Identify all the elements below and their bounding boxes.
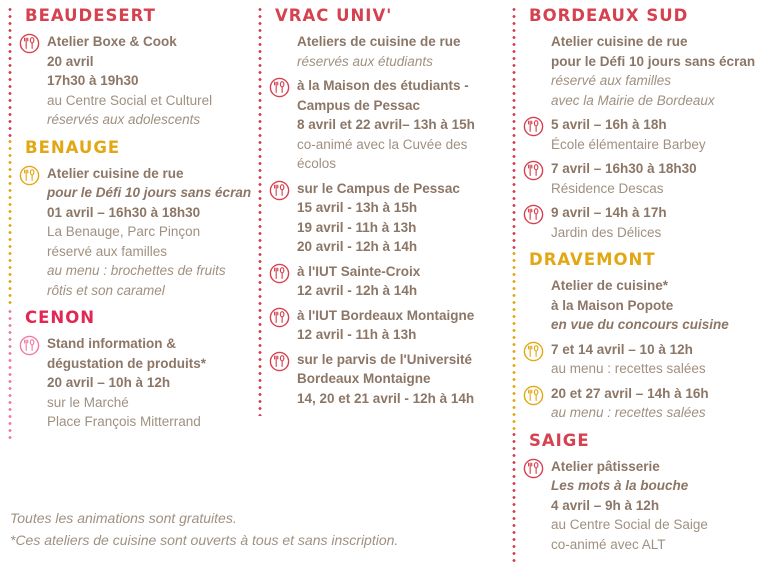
cutlery-icon — [523, 384, 551, 423]
event-entry — [269, 32, 512, 71]
event-line: 9 avril – 14h à 17h — [551, 203, 768, 223]
event-line: 20 avril — [47, 52, 258, 72]
event-line: Jardin des Délices — [551, 223, 768, 243]
section-vrac-univ — [258, 6, 512, 416]
event-entry — [523, 32, 768, 110]
event-line: réservé aux familles — [551, 71, 768, 91]
cutlery-icon — [269, 76, 297, 174]
cutlery-icon — [19, 164, 47, 301]
cutlery-icon — [19, 334, 47, 432]
event-line: 20 avril - 12h à 14h — [297, 237, 512, 257]
event-entry — [523, 203, 768, 242]
event-line: 15 avril - 13h à 15h — [297, 198, 512, 218]
event-line: 5 avril – 16h à 18h — [551, 115, 768, 135]
section-title: SAIGE — [529, 431, 768, 451]
section-title: DRAVEMONT — [529, 250, 768, 270]
event-line: La Benauge, Parc Pinçon — [47, 222, 258, 242]
event-line: Résidence Descas — [551, 179, 768, 199]
section-bordeaux-sud — [512, 6, 768, 250]
section-benauge — [8, 138, 258, 309]
event-line: 8 avril et 22 avril– 13h à 15h — [297, 115, 512, 135]
event-line: 7 avril – 16h30 à 18h30 — [551, 159, 768, 179]
event-line: réservés aux étudiants — [297, 52, 512, 72]
section-cenon — [8, 308, 258, 440]
event-line: sur le Campus de Pessac — [297, 179, 512, 199]
column-2 — [258, 6, 512, 562]
cutlery-icon — [523, 203, 551, 242]
event-line: 12 avril - 11h à 13h — [297, 325, 512, 345]
cutlery-icon — [269, 350, 297, 409]
event-line: 01 avril – 16h30 à 18h30 — [47, 203, 258, 223]
event-entry — [19, 334, 258, 432]
cutlery-icon — [523, 340, 551, 379]
event-line: co-animé avec la Cuvée des — [297, 135, 512, 155]
event-line: Atelier cuisine de rue — [47, 164, 258, 184]
event-line: au Centre Social et Culturel — [47, 91, 258, 111]
event-line: dégustation de produits* — [47, 354, 258, 374]
event-line: réservé aux familles — [47, 242, 258, 262]
cutlery-icon — [269, 179, 297, 257]
event-line: sur le Marché — [47, 393, 258, 413]
section-beaudesert — [8, 6, 258, 138]
event-line: co-animé avec ALT — [551, 535, 768, 555]
event-line: en vue du concours cuisine — [551, 315, 768, 335]
footer-note-1: Toutes les animations sont gratuites. — [10, 507, 398, 529]
event-line: Ateliers de cuisine de rue — [297, 32, 512, 52]
event-entry — [523, 115, 768, 154]
section-title: CENON — [25, 308, 258, 328]
event-line: 20 et 27 avril – 14h à 16h — [551, 384, 768, 404]
cutlery-icon — [269, 306, 297, 345]
event-line: au menu : brochettes de fruits — [47, 261, 258, 281]
event-line: 7 et 14 avril – 10 à 12h — [551, 340, 768, 360]
dotted-rule — [8, 138, 17, 309]
event-entry — [523, 457, 768, 555]
cutlery-icon — [19, 32, 47, 130]
event-line: École élémentaire Barbey — [551, 135, 768, 155]
event-entry — [269, 76, 512, 174]
event-line: rôtis et son caramel — [47, 281, 258, 301]
cutlery-icon — [523, 457, 551, 555]
footer-note-2: *Ces ateliers de cuisine sont ouverts à tous et sans inscription. — [10, 529, 398, 551]
event-line: au menu : recettes salées — [551, 403, 768, 423]
event-line: Stand information & — [47, 334, 258, 354]
event-entry — [523, 276, 768, 335]
dotted-rule — [8, 6, 17, 138]
event-line: pour le Défi 10 jours sans écran — [47, 183, 258, 203]
event-line: Bordeaux Montaigne — [297, 369, 512, 389]
event-line: 19 avril - 11h à 13h — [297, 218, 512, 238]
event-entry — [523, 340, 768, 379]
event-line: au Centre Social de Saige — [551, 515, 768, 535]
section-title: VRAC UNIV' — [275, 6, 512, 26]
event-line: Atelier Boxe & Cook — [47, 32, 258, 52]
cutlery-icon — [523, 159, 551, 198]
cutlery-icon — [523, 115, 551, 154]
event-line: Campus de Pessac — [297, 96, 512, 116]
event-entry — [269, 179, 512, 257]
icon-spacer — [523, 276, 551, 335]
event-line: réservés aux adolescents — [47, 110, 258, 130]
event-line: Place François Mitterrand — [47, 412, 258, 432]
event-line: sur le parvis de l'Université — [297, 350, 512, 370]
dotted-rule — [258, 6, 267, 416]
column-1 — [8, 6, 258, 562]
event-line: au menu : recettes salées — [551, 359, 768, 379]
event-entry — [269, 350, 512, 409]
section-title: BORDEAUX SUD — [529, 6, 768, 26]
section-saige — [512, 431, 768, 562]
event-line: à l'IUT Bordeaux Montaigne — [297, 306, 512, 326]
icon-spacer — [269, 32, 297, 71]
event-entry — [269, 306, 512, 345]
dotted-rule — [8, 308, 17, 440]
event-line: pour le Défi 10 jours sans écran — [551, 52, 768, 72]
section-dravemont — [512, 250, 768, 431]
event-entry — [523, 384, 768, 423]
event-line: 12 avril - 12h à 14h — [297, 281, 512, 301]
event-line: écolos — [297, 154, 512, 174]
event-line: Les mots à la bouche — [551, 476, 768, 496]
event-line: Atelier de cuisine* — [551, 276, 768, 296]
event-entry — [269, 262, 512, 301]
event-line: Atelier pâtisserie — [551, 457, 768, 477]
footer-notes — [10, 507, 398, 551]
dotted-rule — [512, 250, 521, 431]
event-line: Atelier cuisine de rue — [551, 32, 768, 52]
event-line: 17h30 à 19h30 — [47, 71, 258, 91]
dotted-rule — [512, 6, 521, 250]
event-line: 20 avril – 10h à 12h — [47, 373, 258, 393]
section-title: BENAUGE — [25, 138, 258, 158]
event-line: à la Maison des étudiants - — [297, 76, 512, 96]
event-line: à l'IUT Sainte-Croix — [297, 262, 512, 282]
event-line: à la Maison Popote — [551, 296, 768, 316]
event-entry — [19, 32, 258, 130]
event-line: avec la Mairie de Bordeaux — [551, 91, 768, 111]
section-title: BEAUDESERT — [25, 6, 258, 26]
event-entry — [523, 159, 768, 198]
event-entry — [19, 164, 258, 301]
icon-spacer — [523, 32, 551, 110]
cutlery-icon — [269, 262, 297, 301]
dotted-rule — [512, 431, 521, 562]
column-3 — [512, 6, 768, 562]
event-line: 4 avril – 9h à 12h — [551, 496, 768, 516]
event-line: 14, 20 et 21 avril - 12h à 14h — [297, 389, 512, 409]
